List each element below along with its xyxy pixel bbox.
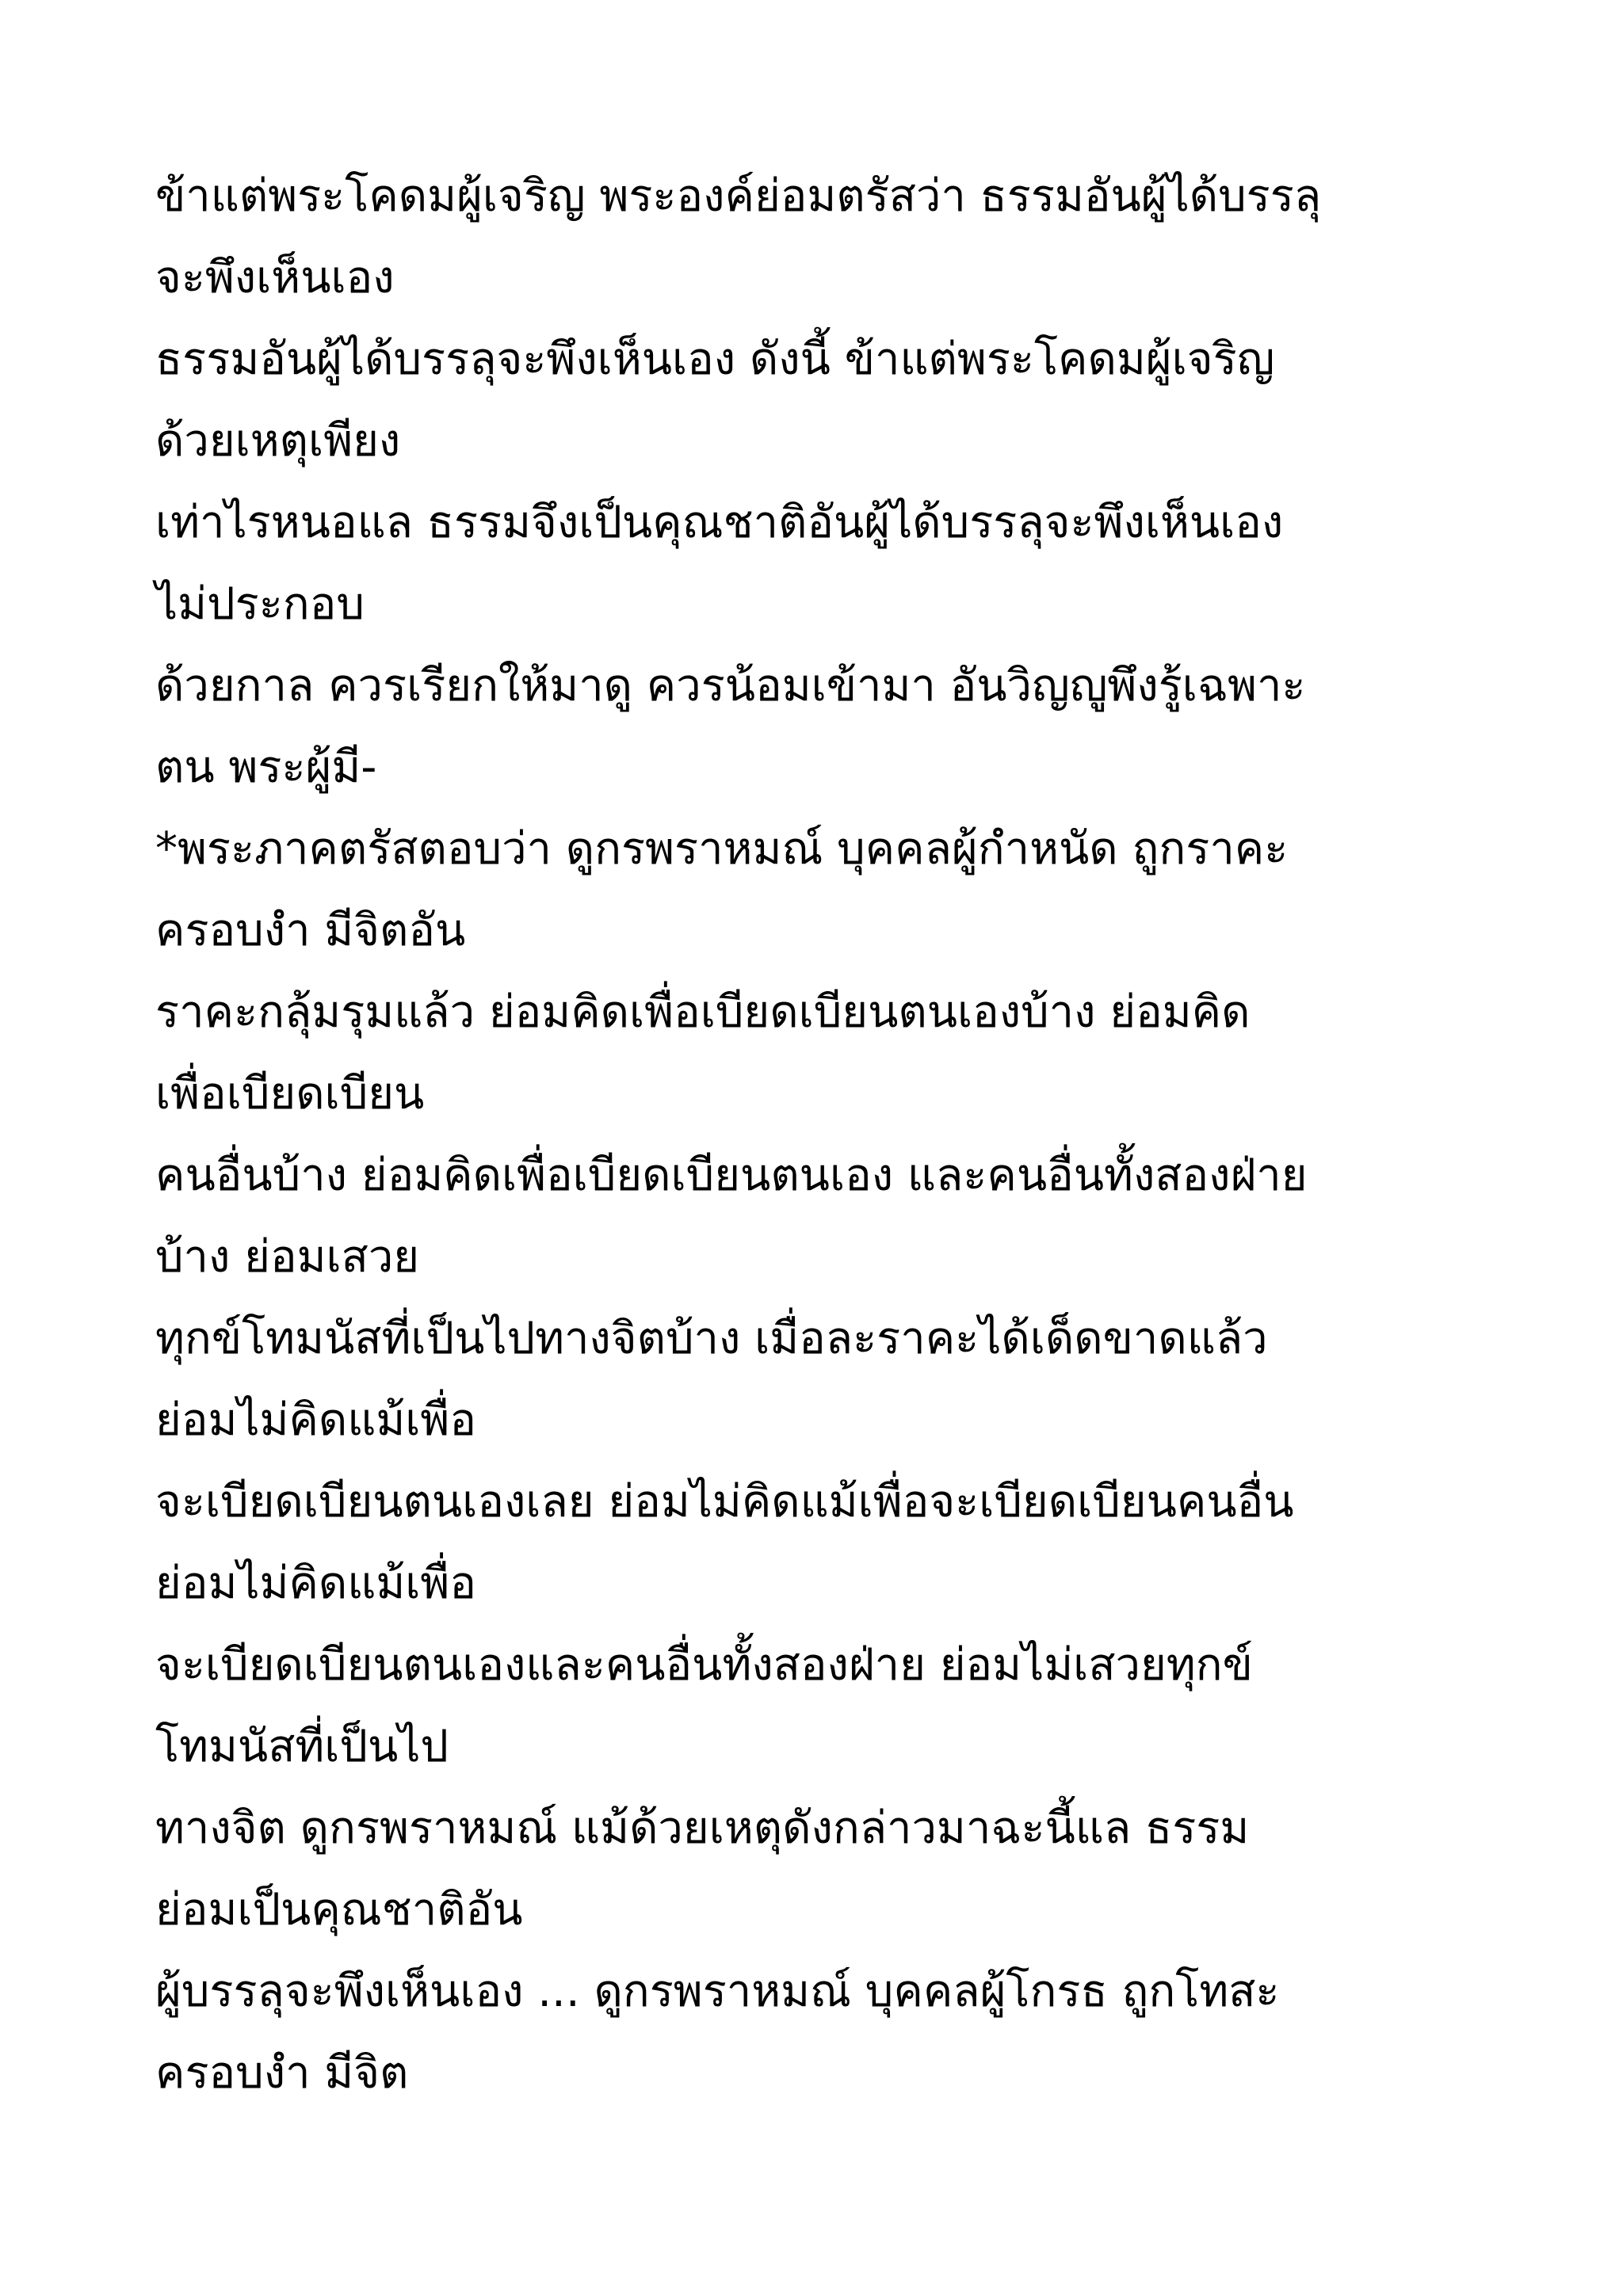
text-line: จะเบียดเบียนตนเองเลย ย่อมไม่คิดแม้เพื่อจะเบียดเบียนคนอื่น — [155, 1476, 1294, 1527]
text-line: ด้วยกาล ควรเรียกให้มาดู ควรน้อมเข้ามา อันวิญญูพึงรู้เฉพาะ — [155, 660, 1306, 711]
text-line: ทุกข์โทมนัสที่เป็นไปทางจิตบ้าง เมื่อละราคะได้เด็ดขาดแล้ว — [155, 1313, 1268, 1364]
text-line: ราคะกลุ้มรุมแล้ว ย่อมคิดเพื่อเบียดเบียนตนเองบ้าง ย่อมคิด — [155, 986, 1251, 1038]
text-line: ย่อมไม่คิดแม้เพื่อ — [155, 1558, 476, 1609]
text-line: จะเบียดเบียนตนเองและคนอื่นทั้งสองฝ่าย ย่อมไม่เสวยทุกข์ — [155, 1639, 1253, 1691]
text-line: ทางจิต ดูกรพราหมณ์ แม้ด้วยเหตุดังกล่าวมาฉะนี้แล ธรรม — [155, 1802, 1250, 1854]
text-line: ย่อมไม่คิดแม้เพื่อ — [155, 1394, 476, 1446]
text-line: เท่าไรหนอแล ธรรมจึงเป็นคุณชาติอันผู้ได้บรรลุจะพึงเห็นเอง — [155, 497, 1284, 548]
text-line: ครอบงำ มีจิต — [155, 2047, 409, 2099]
text-line: ตน พระผู้มี- — [155, 742, 377, 793]
text-line: ธรรมอันผู้ได้บรรลุจะพึงเห็นเอง ดังนี้ ข้าแต่พระโคดมผู้เจริญ — [155, 334, 1275, 385]
text-line: ย่อมเป็นคุณชาติอัน — [155, 1884, 523, 1936]
text-line: บ้าง ย่อมเสวย — [155, 1231, 420, 1283]
text-line: เพื่อเบียดเบียน — [155, 1068, 425, 1119]
body-text — [155, 155, 1503, 2114]
text-line: โทมนัสที่เป็นไป — [155, 1721, 449, 1772]
text-line: ไม่ประกอบ — [155, 578, 365, 630]
text-line: ครอบงำ มีจิตอัน — [155, 905, 466, 956]
text-line: *พระภาคตรัสตอบว่า ดูกรพราหมณ์ บุคคลผู้กำหนัด ถูกราคะ — [155, 823, 1289, 875]
text-line: ด้วยเหตุเพียง — [155, 415, 401, 467]
text-line: ข้าแต่พระโคดมผู้เจริญ พระองค์ย่อมตรัสว่า ธรรมอันผู้ได้บรรลุ — [155, 170, 1322, 222]
text-line: จะพึงเห็นเอง — [155, 252, 395, 303]
text-line: ผู้บรรลุจะพึงเห็นเอง ... ดูกรพราหมณ์ บุคคลผู้โกรธ ถูกโทสะ — [155, 1966, 1280, 2017]
text-line: คนอื่นบ้าง ย่อมคิดเพื่อเบียดเบียนตนเอง และคนอื่นทั้งสองฝ่าย — [155, 1150, 1308, 1201]
